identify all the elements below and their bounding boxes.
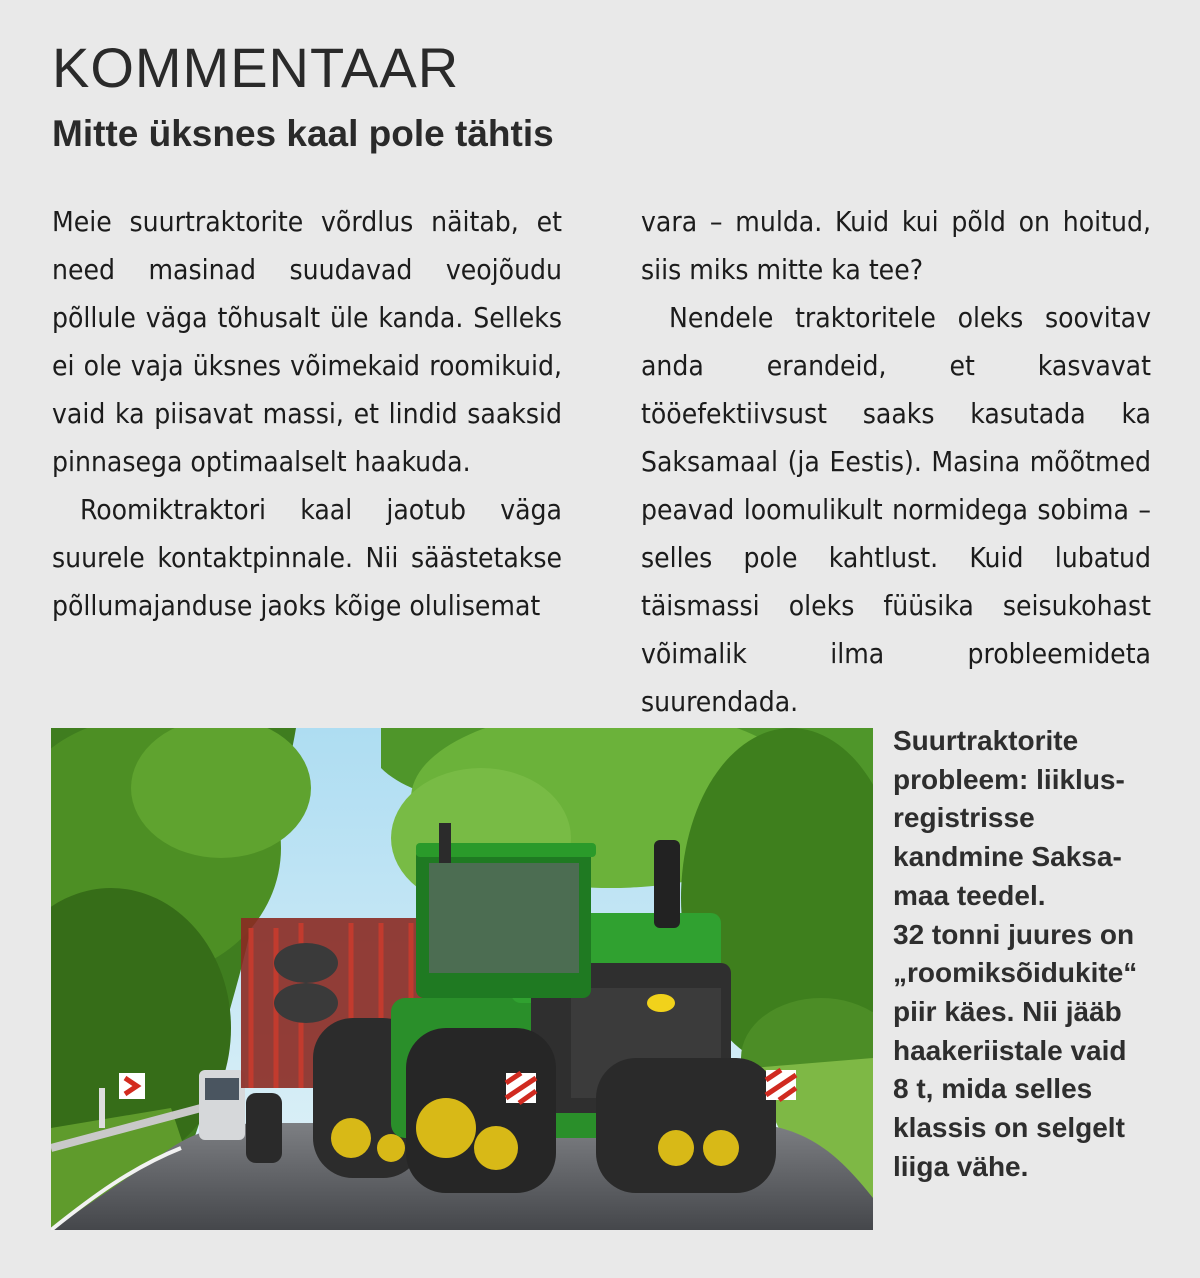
paragraph: Roomiktraktori kaal jaotub väga suurele kontaktpinnale. Nii säästetakse põllumajanduse jaoks kõige olulisemat (52, 493, 562, 622)
paragraph: Meie suurtraktorite võrdlus näitab, et need masinad suudavad veojõudu põllule väga tõhusalt üle kanda. Selleks ei ole vaja üksnes võimekaid roomikuid, vaid ka piisavat massi, et lindid saaksid pinnasega optimaalselt haakuda. (52, 205, 562, 478)
caption-line: klassis on selgelt (893, 1112, 1125, 1144)
article-headline: Mitte üksnes kaal pole tähtis (52, 113, 554, 154)
caption-line: „roomiksõidukite“ (893, 957, 1138, 989)
caption-line: 8 t, mida selles (893, 1073, 1093, 1105)
caption-line: registrisse (893, 802, 1035, 834)
caption-line: 32 tonni juures on (893, 918, 1135, 950)
section-kicker: KOMMENTAAR (52, 36, 460, 99)
caption-line: piir käes. Nii jääb (893, 995, 1122, 1027)
caption-line: maa teedel. (893, 879, 1046, 911)
caption-line: Suurtraktorite (893, 725, 1079, 756)
body-column-left (52, 198, 562, 630)
photo-caption (893, 722, 1173, 1186)
paragraph: Nendele traktoritele oleks soovitav anda erandeid, et kasvavat tööefektiivsust saaks kasutada ka Saksamaal (ja Eestis). Masina mõõtmed peavad loomulikult normidega sobima – selles pole kahtlust. Kuid lubatud täismassi oleks füüsika seisukohast võimalik ilma probleemideta suurendada. (641, 301, 1151, 718)
paragraph: vara – mulda. Kuid kui põld on hoitud, siis miks mitte ka tee? (641, 205, 1151, 286)
caption-line: liiga vähe. (893, 1150, 1029, 1182)
caption-line: haakeriistale vaid (893, 1034, 1127, 1066)
caption-line: kandmine Saksa- (893, 841, 1122, 873)
body-column-right (641, 198, 1151, 726)
caption-line: probleem: liiklus- (893, 763, 1125, 795)
tractor-illustration (51, 728, 873, 1230)
tractor-photo (51, 728, 873, 1230)
